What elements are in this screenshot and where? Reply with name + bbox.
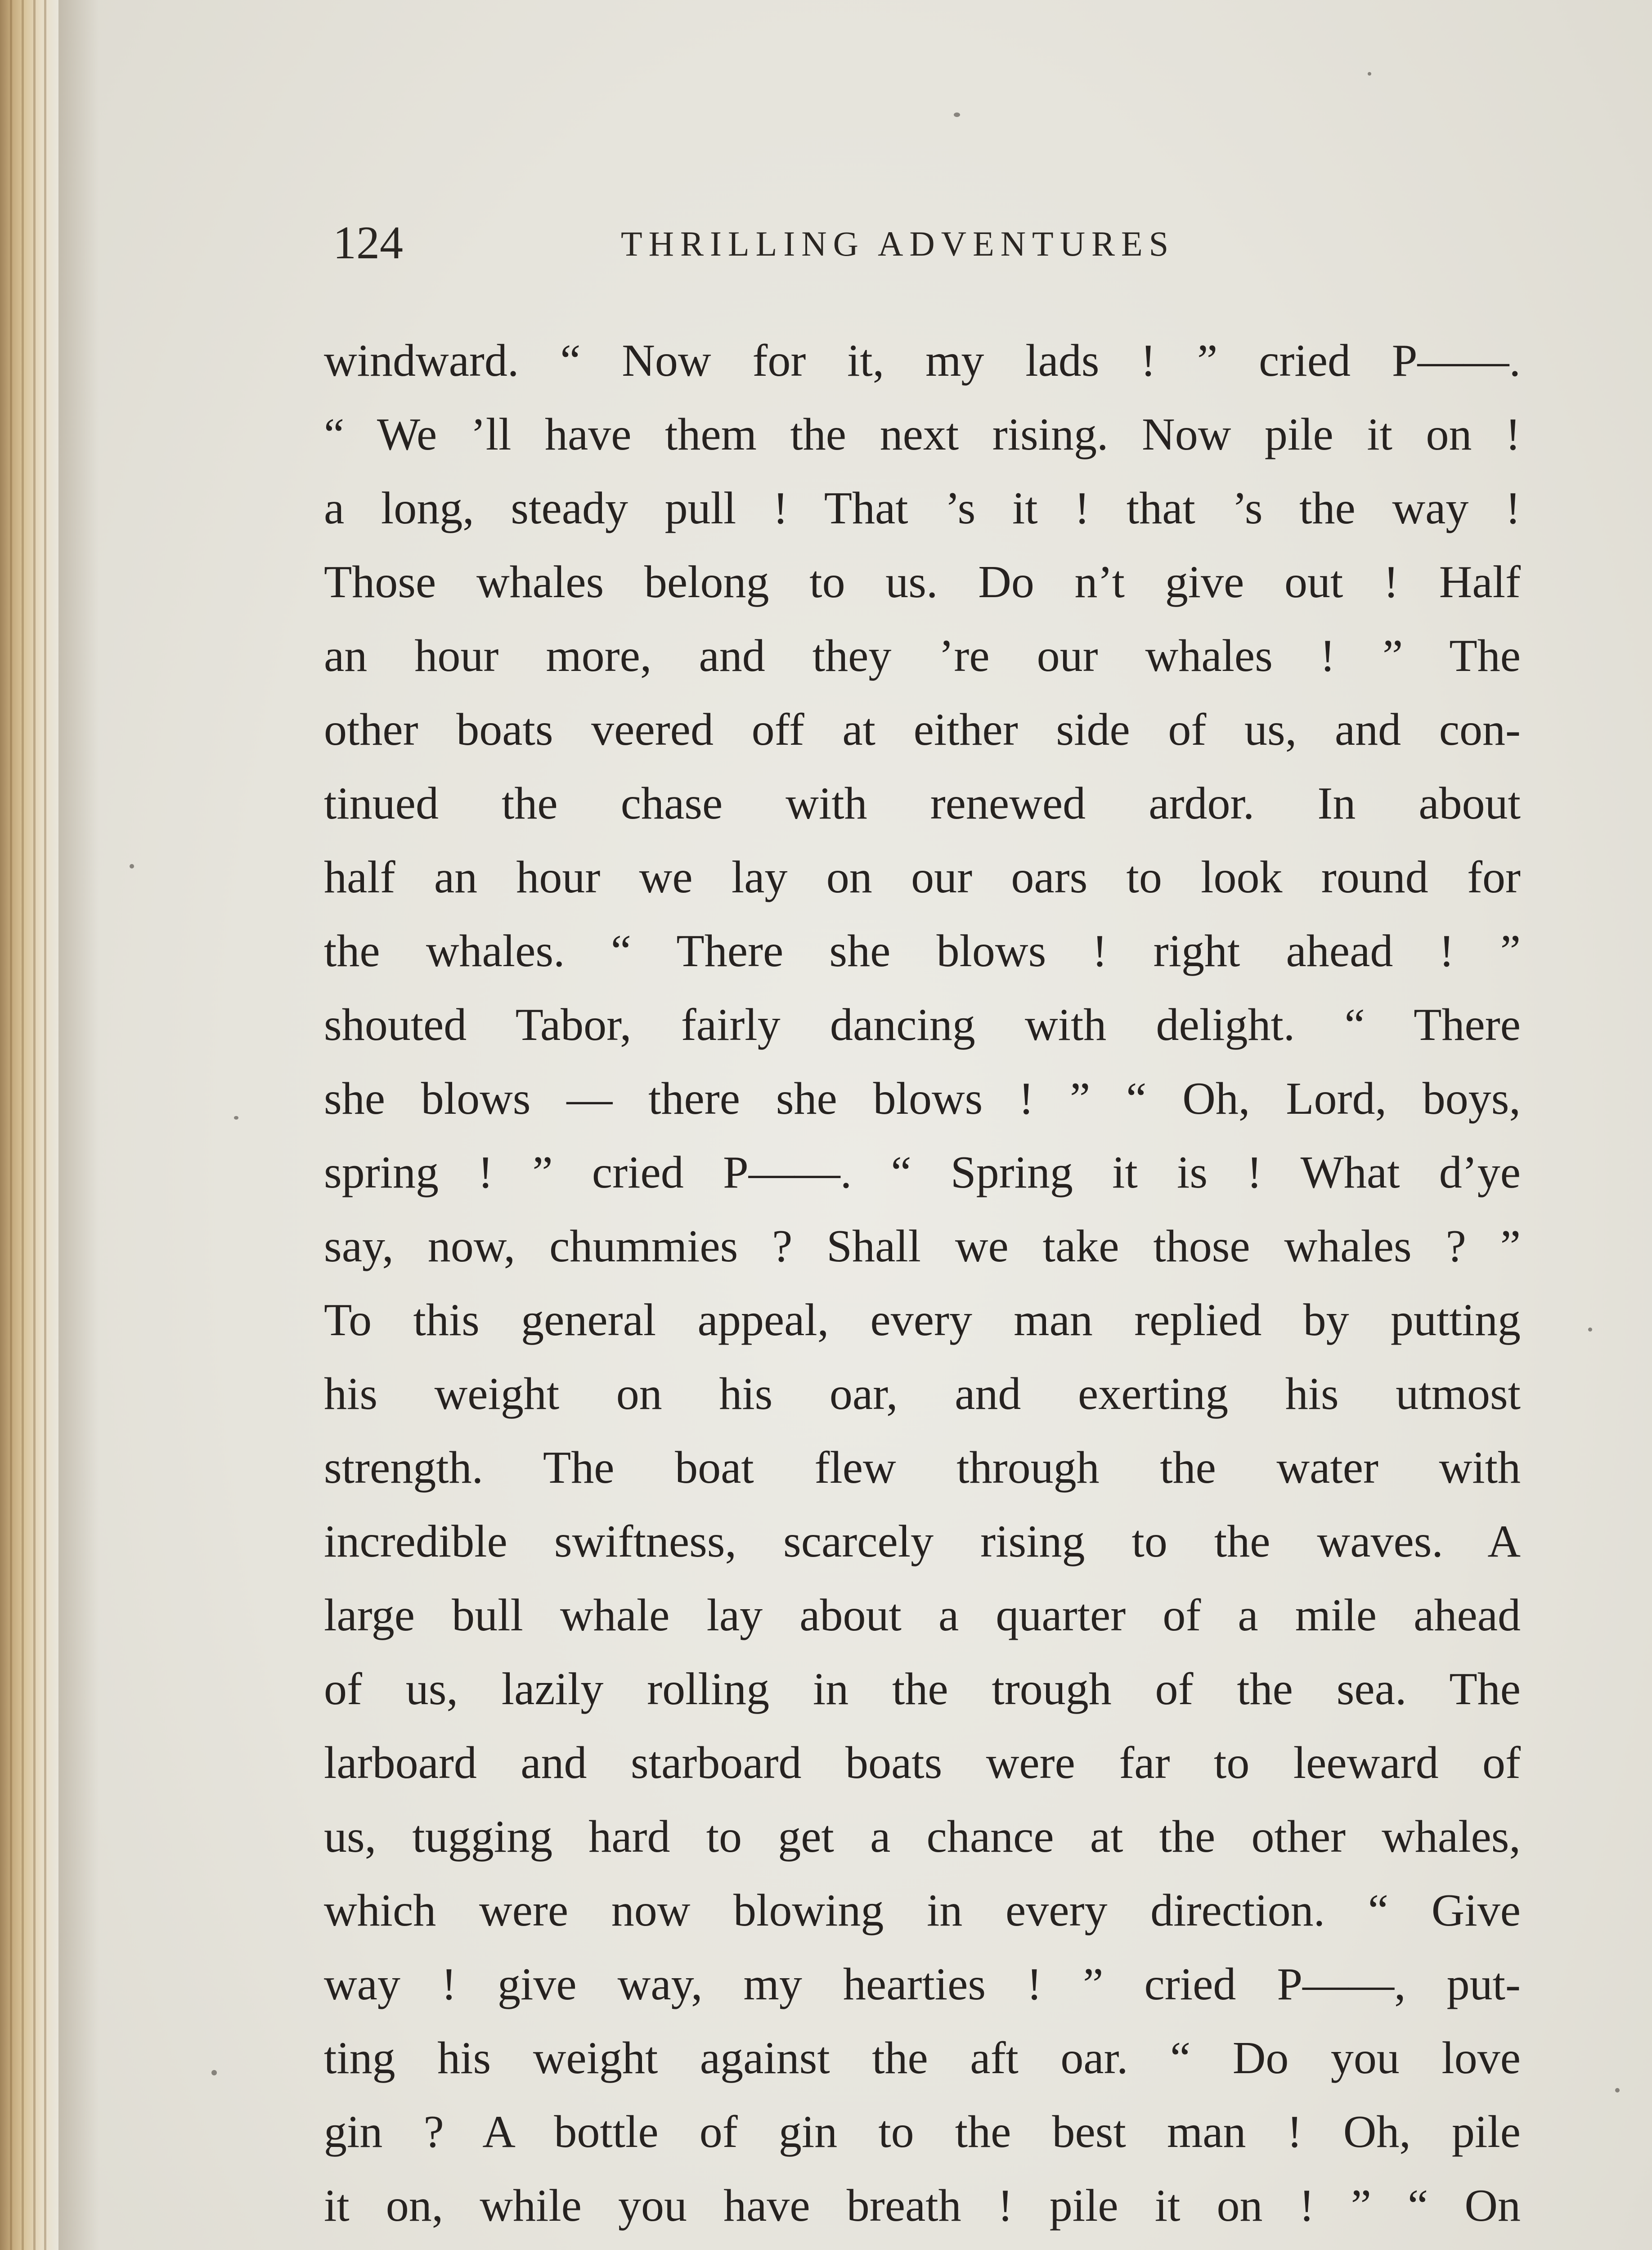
gutter-shadow [58, 0, 99, 2250]
text-line: half an hour we lay on our oars to look round for [324, 852, 1521, 903]
text-line: the whales. “ There she blows ! right ahead ! ” [324, 926, 1521, 976]
page-number: 124 [333, 217, 403, 269]
paper-speck [234, 1116, 238, 1120]
text-line: large bull whale lay about a quarter of a mile ahead [324, 1590, 1521, 1641]
text-line: which were now blowing in every direction. “ Give [324, 1885, 1521, 1936]
page-edge-line [33, 0, 36, 2250]
text-line: incredible swiftness, scarcely rising to the waves. A [324, 1516, 1521, 1567]
text-line: gin ? A bottle of gin to the best man ! Oh, pile [324, 2106, 1521, 2157]
text-line: strength. The boat flew through the water with [324, 1442, 1521, 1493]
text-line: way ! give way, my hearties ! ” cried P——, put- [324, 1959, 1521, 2010]
text-line: say, now, chummies ? Shall we take those whales ? ” [324, 1221, 1521, 1272]
text-line: tinued the chase with renewed ardor. In about [324, 778, 1521, 829]
text-line: spring ! ” cried P——. “ Spring it is ! What d’ye [324, 1147, 1521, 1198]
text-line: us, tugging hard to get a chance at the other whales, [324, 1811, 1521, 1862]
text-line: it on, while you have breath ! pile it on ! ” “ On [324, 2180, 1521, 2231]
text-line: she blows — there she blows ! ” “ Oh, Lord, boys, [324, 1073, 1521, 1124]
paper-speck [211, 2070, 217, 2075]
paper-speck [1368, 72, 1371, 76]
text-line: windward. “ Now for it, my lads ! ” cried P——. [324, 335, 1521, 386]
text-line: a long, steady pull ! That ’s it ! that ’s the way ! [324, 483, 1521, 534]
body-text [324, 324, 1521, 2250]
text-line: larboard and starboard boats were far to leeward of [324, 1737, 1521, 1788]
page-edge-line [44, 0, 46, 2250]
paper-speck [1615, 2088, 1620, 2092]
text-line: shouted Tabor, fairly dancing with delight. “ There [324, 999, 1521, 1050]
page-header [333, 212, 1521, 274]
paper-speck [1588, 1328, 1592, 1332]
book-binding-edge [0, 0, 58, 2250]
running-head: THRILLING ADVENTURES [621, 224, 1175, 263]
text-line: his weight on his oar, and exerting his utmost [324, 1368, 1521, 1419]
text-line: ting his weight against the aft oar. “ Do you love [324, 2033, 1521, 2084]
paper-speck [130, 864, 134, 868]
paper-speck [954, 112, 960, 117]
text-line: an hour more, and they ’re our whales ! ” The [324, 630, 1521, 681]
text-line: of us, lazily rolling in the trough of the sea. The [324, 1664, 1521, 1714]
text-line [324, 2243, 1521, 2250]
page-edge-line [22, 0, 24, 2250]
text-line: “ We ’ll have them the next rising. Now pile it on ! [324, 409, 1521, 460]
text-line: Those whales belong to us. Do n’t give out ! Half [324, 557, 1521, 608]
text-line: To this general appeal, every man replied by putting [324, 1295, 1521, 1346]
page-edge-line [10, 0, 12, 2250]
text-line: other boats veered off at either side of us, and con- [324, 704, 1521, 755]
